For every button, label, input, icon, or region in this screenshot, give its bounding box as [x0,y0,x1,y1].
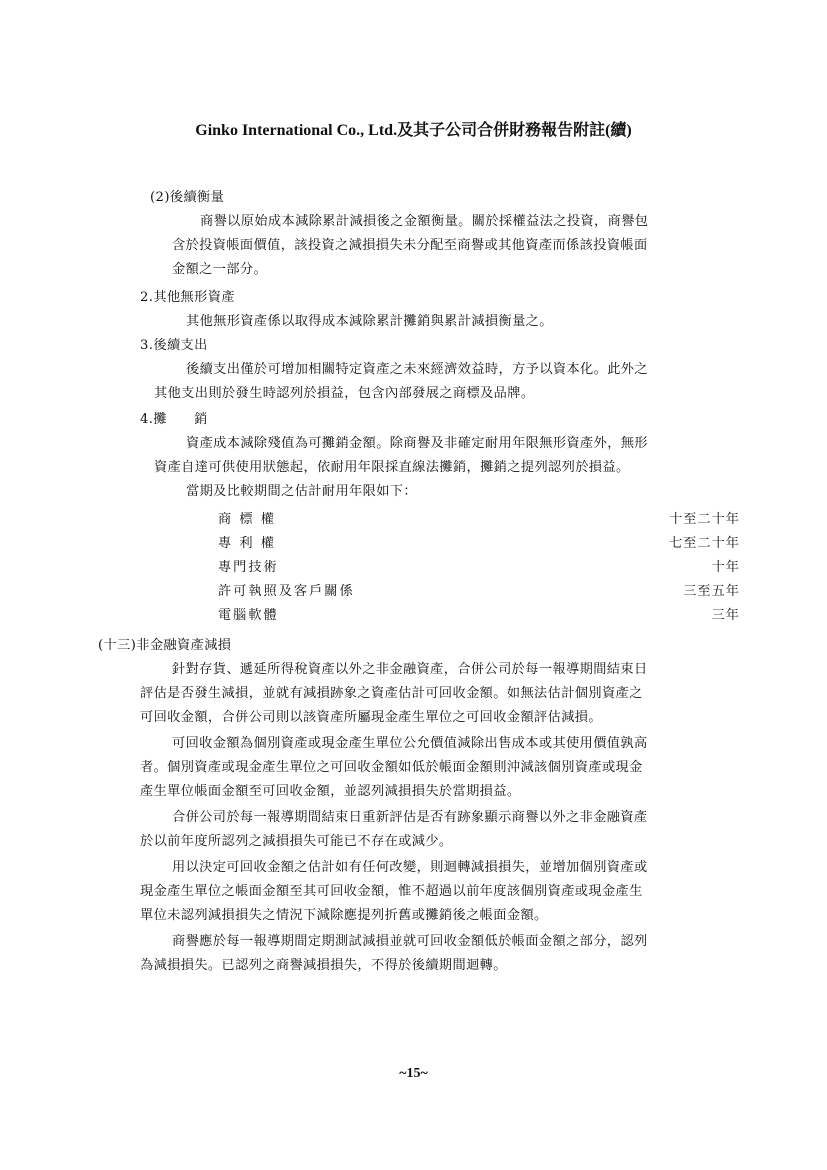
paragraph-line: 為減損損失。已認列之商譽減損損失，不得於後續期間迴轉。 [140,958,507,973]
asset-label: 商 標 權 [218,512,276,527]
paragraph-line: 當期及比較期間之估計耐用年限如下： [186,484,417,499]
useful-life-value: 七至二十年 [669,536,740,551]
page-number: ~15~ [399,1066,428,1081]
paragraph-line: 單位未認列減損損失之情況下減除應提列折舊或攤銷後之帳面金額。 [140,908,548,923]
paragraph-line: 產生單位帳面金額至可回收金額，並認列減損損失於當期損益。 [140,784,521,799]
paragraph-line: 商譽以原始成本減除累計減損後之金額衡量。關於採權益法之投資，商譽包 [200,214,649,229]
useful-life-value: 十至二十年 [669,512,740,527]
paragraph-line: 現金產生單位之帳面金額至其可回收金額，惟不超過以前年度該個別資產或現金產生 [140,884,643,899]
paragraph-line: 用以決定可回收金額之估計如有任何改變，則迴轉減損損失，並增加個別資產或 [172,860,648,875]
paragraph-line: 含於投資帳面價值，該投資之減損損失未分配至商譽或其他資產而係該投資帳面 [172,238,648,253]
paragraph-line: 金額之一部分。 [172,262,268,277]
paragraph-line: 於以前年度所認列之減損損失可能已不存在或減少。 [140,834,453,849]
paragraph-line: 資產成本減除殘值為可攤銷金額。除商譽及非確定耐用年限無形資產外，無形 [186,436,648,451]
section-title-nonfinancial-impairment: (十三)非金融資產減損 [98,638,232,653]
useful-life-row [218,580,740,599]
paragraph-line: 可回收金額為個別資產或現金產生單位公允價值減除出售成本或其使用價值孰高 [172,736,648,751]
useful-life-row [218,532,740,551]
section-title-subsequent-measurement: (2)後續衡量 [150,190,225,205]
section-title-amortization: 4.攤 銷 [140,412,208,427]
paragraph-line: 可回收金額，合併公司則以該資產所屬現金產生單位之可回收金額評估減損。 [140,710,602,725]
section-title-other-intangibles: 2.其他無形資產 [140,290,235,305]
paragraph-line: 其他無形資產係以取得成本減除累計攤銷與累計減損衡量之。 [186,314,553,329]
page-header: Ginko International Co., Ltd.及其子公司合併財務報告附註(續) [195,122,632,139]
section-title-subsequent-expenditure: 3.後續支出 [140,338,208,353]
paragraph-line: 其他支出則於發生時認列於損益，包含內部發展之商標及品牌。 [154,386,535,401]
useful-life-value: 三至五年 [683,584,740,599]
useful-life-row [218,508,740,527]
paragraph-line: 後續支出僅於可增加相關特定資產之未來經濟效益時，方予以資本化。此外之 [186,362,648,377]
paragraph-line: 者。個別資產或現金產生單位之可回收金額如低於帳面金額則沖減該個別資產或現金 [140,760,643,775]
asset-label: 電腦軟體 [218,608,279,623]
paragraph-line: 商譽應於每一報導期間定期測試減損並就可回收金額低於帳面金額之部分，認列 [172,934,648,949]
useful-life-value: 十年 [711,560,740,575]
useful-life-row [218,556,740,575]
asset-label: 專 利 權 [218,536,276,551]
useful-life-value: 三年 [711,608,740,623]
useful-life-row [218,604,740,623]
paragraph-line: 評估是否發生減損，並就有減損跡象之資產估計可回收金額。如無法估計個別資產之 [140,686,643,701]
asset-label: 專門技術 [218,560,279,575]
paragraph-line: 合併公司於每一報導期間結束日重新評估是否有跡象顯示商譽以外之非金融資產 [172,810,648,825]
paragraph-line: 針對存貨、遞延所得稅資產以外之非金融資產，合併公司於每一報導期間結束日 [172,662,648,677]
asset-label: 許可執照及客戶關係 [218,584,355,599]
paragraph-line: 資產自達可供使用狀態起，依耐用年限採直線法攤銷，攤銷之提列認列於損益。 [154,460,630,475]
